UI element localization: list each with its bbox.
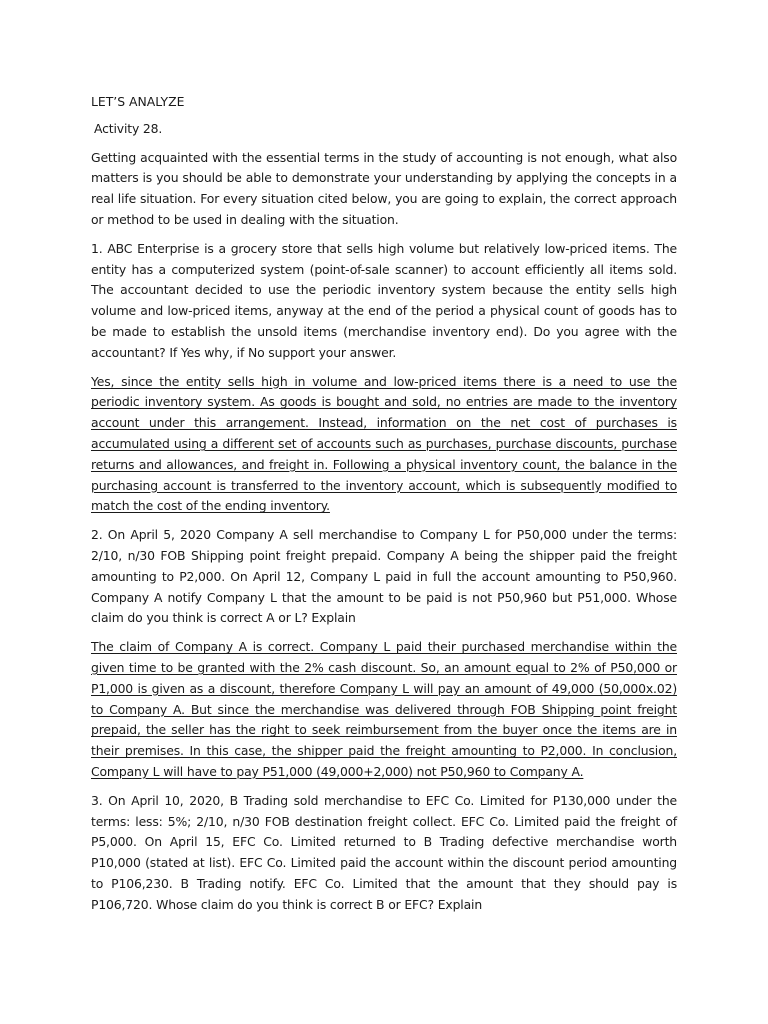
document-page	[91, 92, 677, 923]
activity-title: Activity 28.	[94, 120, 163, 136]
question-1: 1. ABC Enterprise is a grocery store that sells high volume but relatively low-priced items. The entity has a computerized system (point-of-sale scanner) to account efficiently all items sold. The accountant decided to use the periodic inventory system because the entity sells high volume and low-priced items, anyway at the end of the period a physical count of goods has to be made to establish the unsold items (merchandise inventory end). Do you agree with the accountant? If Yes why, if No support your answer.	[91, 240, 677, 360]
answer-1-text: Yes, since the entity sells high in volume and low-priced items there is a need to use the periodic inventory system. As goods is bought and sold, no entries are made to the inventory account under this arrangement. Instead, information on the net cost of purchases is accumulated using a different set of accounts such as purchases, purchase discounts, purchase returns and allowances, and freight in. Following a physical inventory count, the balance in the purchasing account is transferred to the inventory account, which is subsequently modified to match the cost of the ending inventory.	[91, 373, 677, 514]
intro-paragraph: Getting acquainted with the essential terms in the study of accounting is not enough, what also matters is you should be able to demonstrate your understanding by applying the concepts in a real life situation. For every situation cited below, you are going to explain, the correct approach or method to be used in dealing with the situation.	[91, 149, 677, 227]
answer-2-text: The claim of Company A is correct. Company L paid their purchased merchandise within the given time to be granted with the 2% cash discount. So, an amount equal to 2% of P50,000 or P1,000 is given as a discount, therefore Company L will pay an amount of 49,000 (50,000x.02) to Company A. But since the merchandise was delivered through FOB Shipping point freight prepaid, the seller has the right to seek reimbursement from the buyer once the items are in their premises. In this case, the shipper paid the freight amounting to P2,000. In conclusion, Company L will have to pay P51,000 (49,000+2,000) not P50,960 to Company A.	[91, 639, 677, 779]
question-2: 2. On April 5, 2020 Company A sell merchandise to Company L for P50,000 under the terms: 2/10, n/30 FOB Shipping point freight prepaid. Company A being the shipper paid the freight amounting to P2,000. On April 12, Company L paid in full the account amounting to P50,960. Company A notify Company L that the amount to be paid is not P50,960 but P51,000. Whose claim do you think is correct A or L? Explain	[91, 527, 677, 626]
answer-1	[91, 372, 677, 518]
answer-2	[91, 637, 677, 783]
question-3: 3. On April 10, 2020, B Trading sold merchandise to EFC Co. Limited for P130,000 under the terms: less: 5%; 2/10, n/30 FOB destination freight collect. EFC Co. Limited paid the freight of P5,000. On April 15, EFC Co. Limited returned to B Trading defective merchandise worth P10,000 (stated at list). EFC Co. Limited paid the account within the discount period amounting to P106,230. B Trading notify. EFC Co. Limited that the amount that they should pay is P106,720. Whose claim do you think is correct B or EFC? Explain	[91, 792, 677, 912]
section-heading: LET’S ANALYZE	[91, 94, 185, 109]
